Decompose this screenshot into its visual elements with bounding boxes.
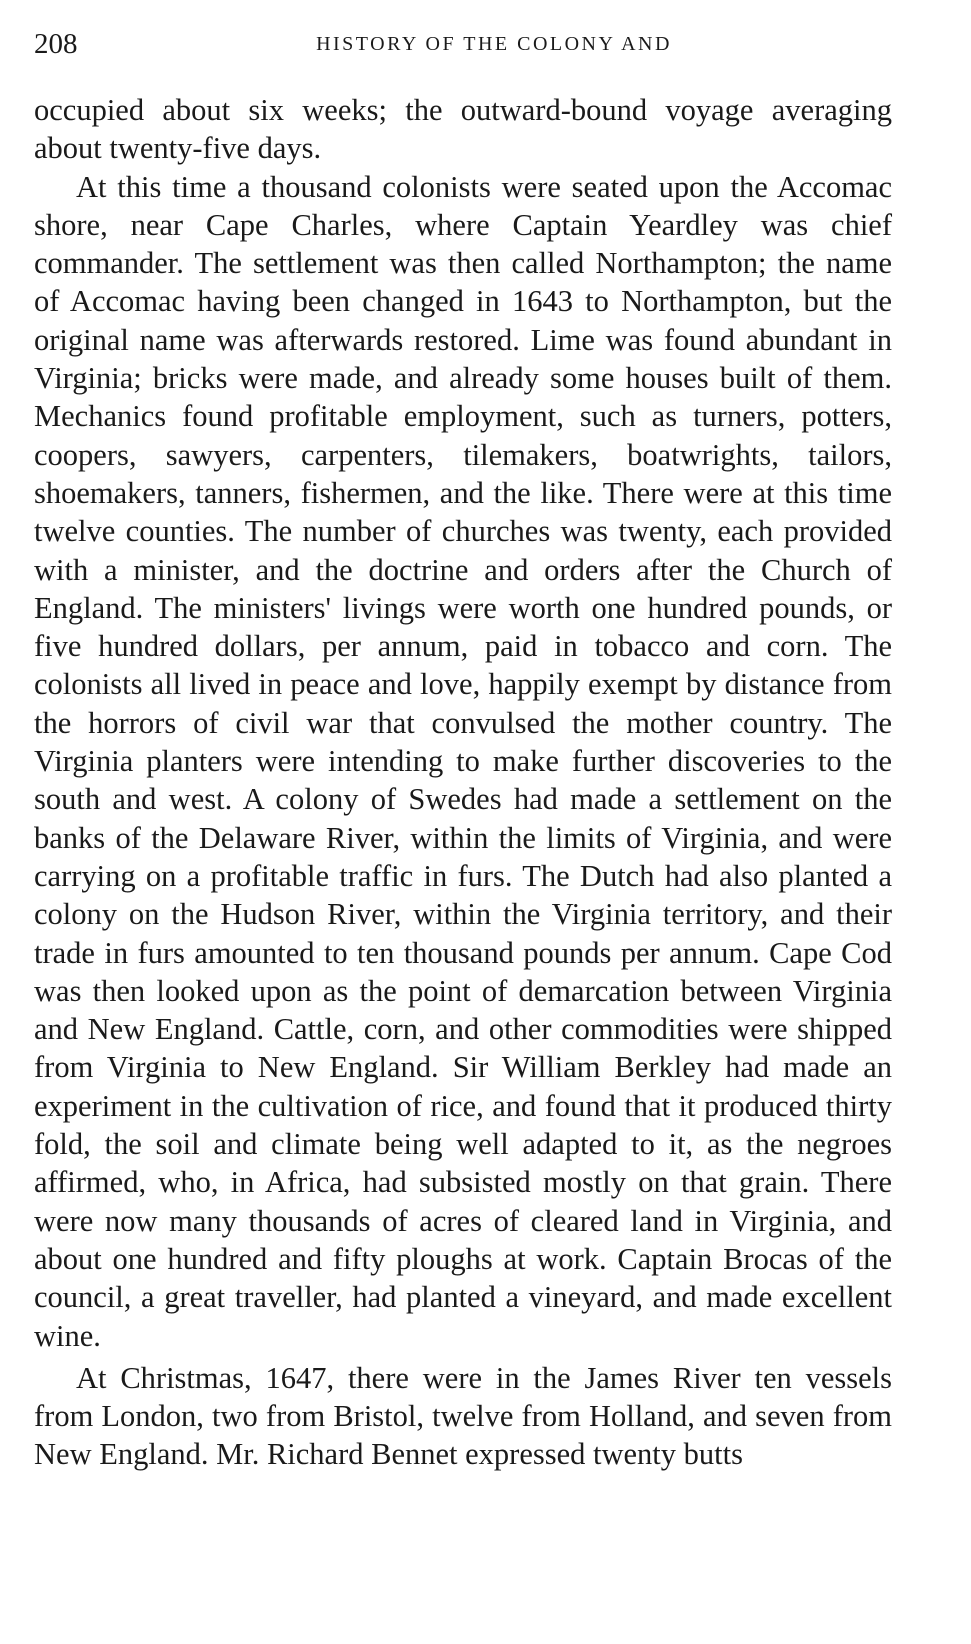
page-number: 208: [34, 28, 78, 60]
running-title: HISTORY OF THE COLONY AND: [316, 33, 672, 55]
running-header: [34, 24, 914, 64]
body-text: [34, 91, 892, 1474]
paragraph-accomac-shore: At this time a thousand colonists were seated upon the Accomac shore, near Cape Charles, where Captain Yeardley was chief commander. The settlement was then called Northampton; the name of Accomac having been changed in 1643 to Northampton, but the original name was afterwards restored. Lime was found abundant in Virginia; bricks were made, and already some houses built of them. Mechanics found profitable employment, such as turners, potters, coopers, sawyers, carpenters, tilemakers, boatwrights, tailors, shoemakers, tanners, fishermen, and the like. There were at this time twelve counties. The number of churches was twenty, each provided with a minister, and the doctrine and orders after the Church of England. The ministers' livings were worth one hundred pounds, or five hundred dollars, per annum, paid in tobacco and corn. The colonists all lived in peace and love, happily exempt by distance from the horrors of civil war that convulsed the mother country. The Virginia planters were intending to make further discoveries to the south and west. A colony of Swedes had made a settlement on the banks of the Delaware River, within the limits of Virginia, and were carrying on a profitable traffic in furs. The Dutch had also planted a colony on the Hudson River, within the Virginia territory, and their trade in furs amounted to ten thousand pounds per annum. Cape Cod was then looked upon as the point of demarcation between Virginia and New England. Cattle, corn, and other commodities were shipped from Virginia to New England. Sir William Berkley had made an experiment in the cultivation of rice, and found that it produced thirty fold, the soil and climate being well adapted to it, as the negroes affirmed, who, in Africa, had subsisted mostly on that grain. There were now many thousands of acres of cleared land in Virginia, and about one hundred and fifty ploughs at work. Captain Brocas of the council, a great traveller, had planted a vineyard, and made excellent wine.: [34, 169, 892, 1353]
paragraph-christmas-1647: At Christmas, 1647, there were in the James River ten vessels from London, two from Bristol, twelve from Holland, and seven from New England. Mr. Richard Bennet expressed twenty butts: [34, 1360, 892, 1472]
paragraph-continuation: occupied about six weeks; the outward-bound voyage averaging about twenty-five days.: [34, 93, 892, 166]
